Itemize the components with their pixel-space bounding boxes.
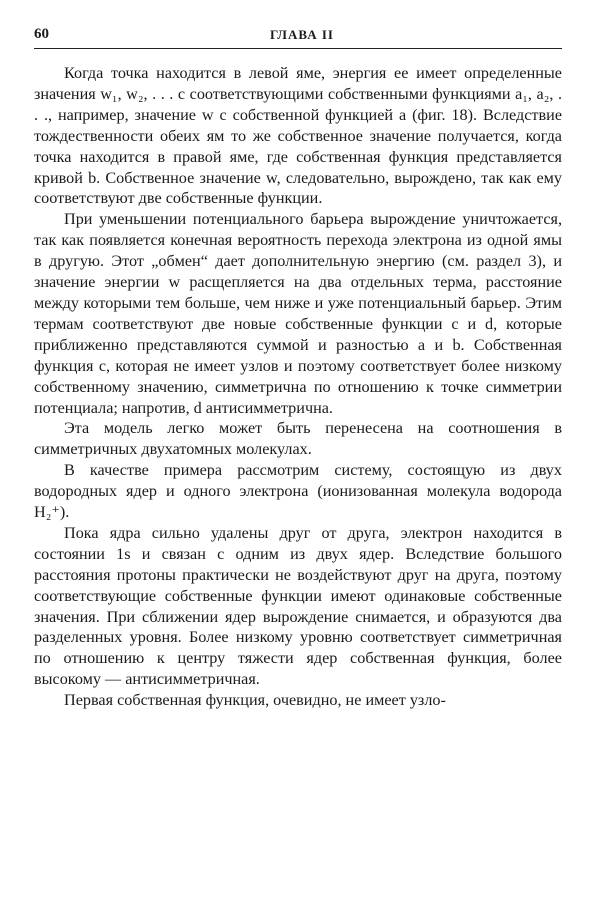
running-header [34,22,562,49]
book-page [34,22,562,711]
paragraph-2: При уменьшении потенциального барьера вырождение уничтожается, так как появляется конечная вероятность перехода электрона из одной ямы в другую. Этот „обмен“ дает дополнительную энергию (см. раздел 3), и значение энергии w расщепляется на два отдельных терма, расстояние между которыми тем больше, чем ниже и уже потенциальный барьер. Этим термам соответствуют две новые собственные функции c и d, которые приближенно представляются суммой и разностью a и b. Собственная функция c, которая не имеет узлов и поэтому соответствует более низкому собственному значению, симметрична по отношению к точке симметрии потенциала; напротив, d антисимметрична. [34,210,562,417]
paragraph-6: Первая собственная функция, очевидно, не имеет узло- [64,691,446,710]
paragraph-4: В качестве примера рассмотрим систему, состоящую из двух водородных ядер и одного электрона (ионизованная молекула водорода H₂⁺). [34,461,562,522]
page-number: 60 [34,26,49,42]
paragraph-1: Когда точка находится в левой яме, энергия ее имеет определенные значения w₁, w₂, . . . с соответствующими собственными функциями a₁, a₂, . . ., например, значение w с собственной функцией a (фиг. 18). Вследствие тождественности обеих ям то же собственное значение получается, когда точка находится в правой яме, где собственная функция представляется кривой b. Собственное значение w, следовательно, вырождено, так как ему соответствуют две собственные функции. [34,64,562,208]
paragraph-3: Эта модель легко может быть перенесена на соотношения в симметричных двухатомных молекулах. [34,419,562,459]
chapter-title: ГЛАВА II [270,27,334,42]
paragraph-5: Пока ядра сильно удалены друг от друга, электрон находится в состоянии 1s и связан с одним из двух ядер. Вследствие большого расстояния протоны практически не воздействуют друг на друга, поэтому соответствующие собственные функции имеют одинаковые собственные значения. При сближении ядер вырождение снимается, и образуются два разделенных уровня. Более низкому уровню соответствует симметричная по отношению к центру тяжести ядер собственная функция, более высокому — антисимметричная. [34,523,562,689]
body-text [34,63,562,711]
